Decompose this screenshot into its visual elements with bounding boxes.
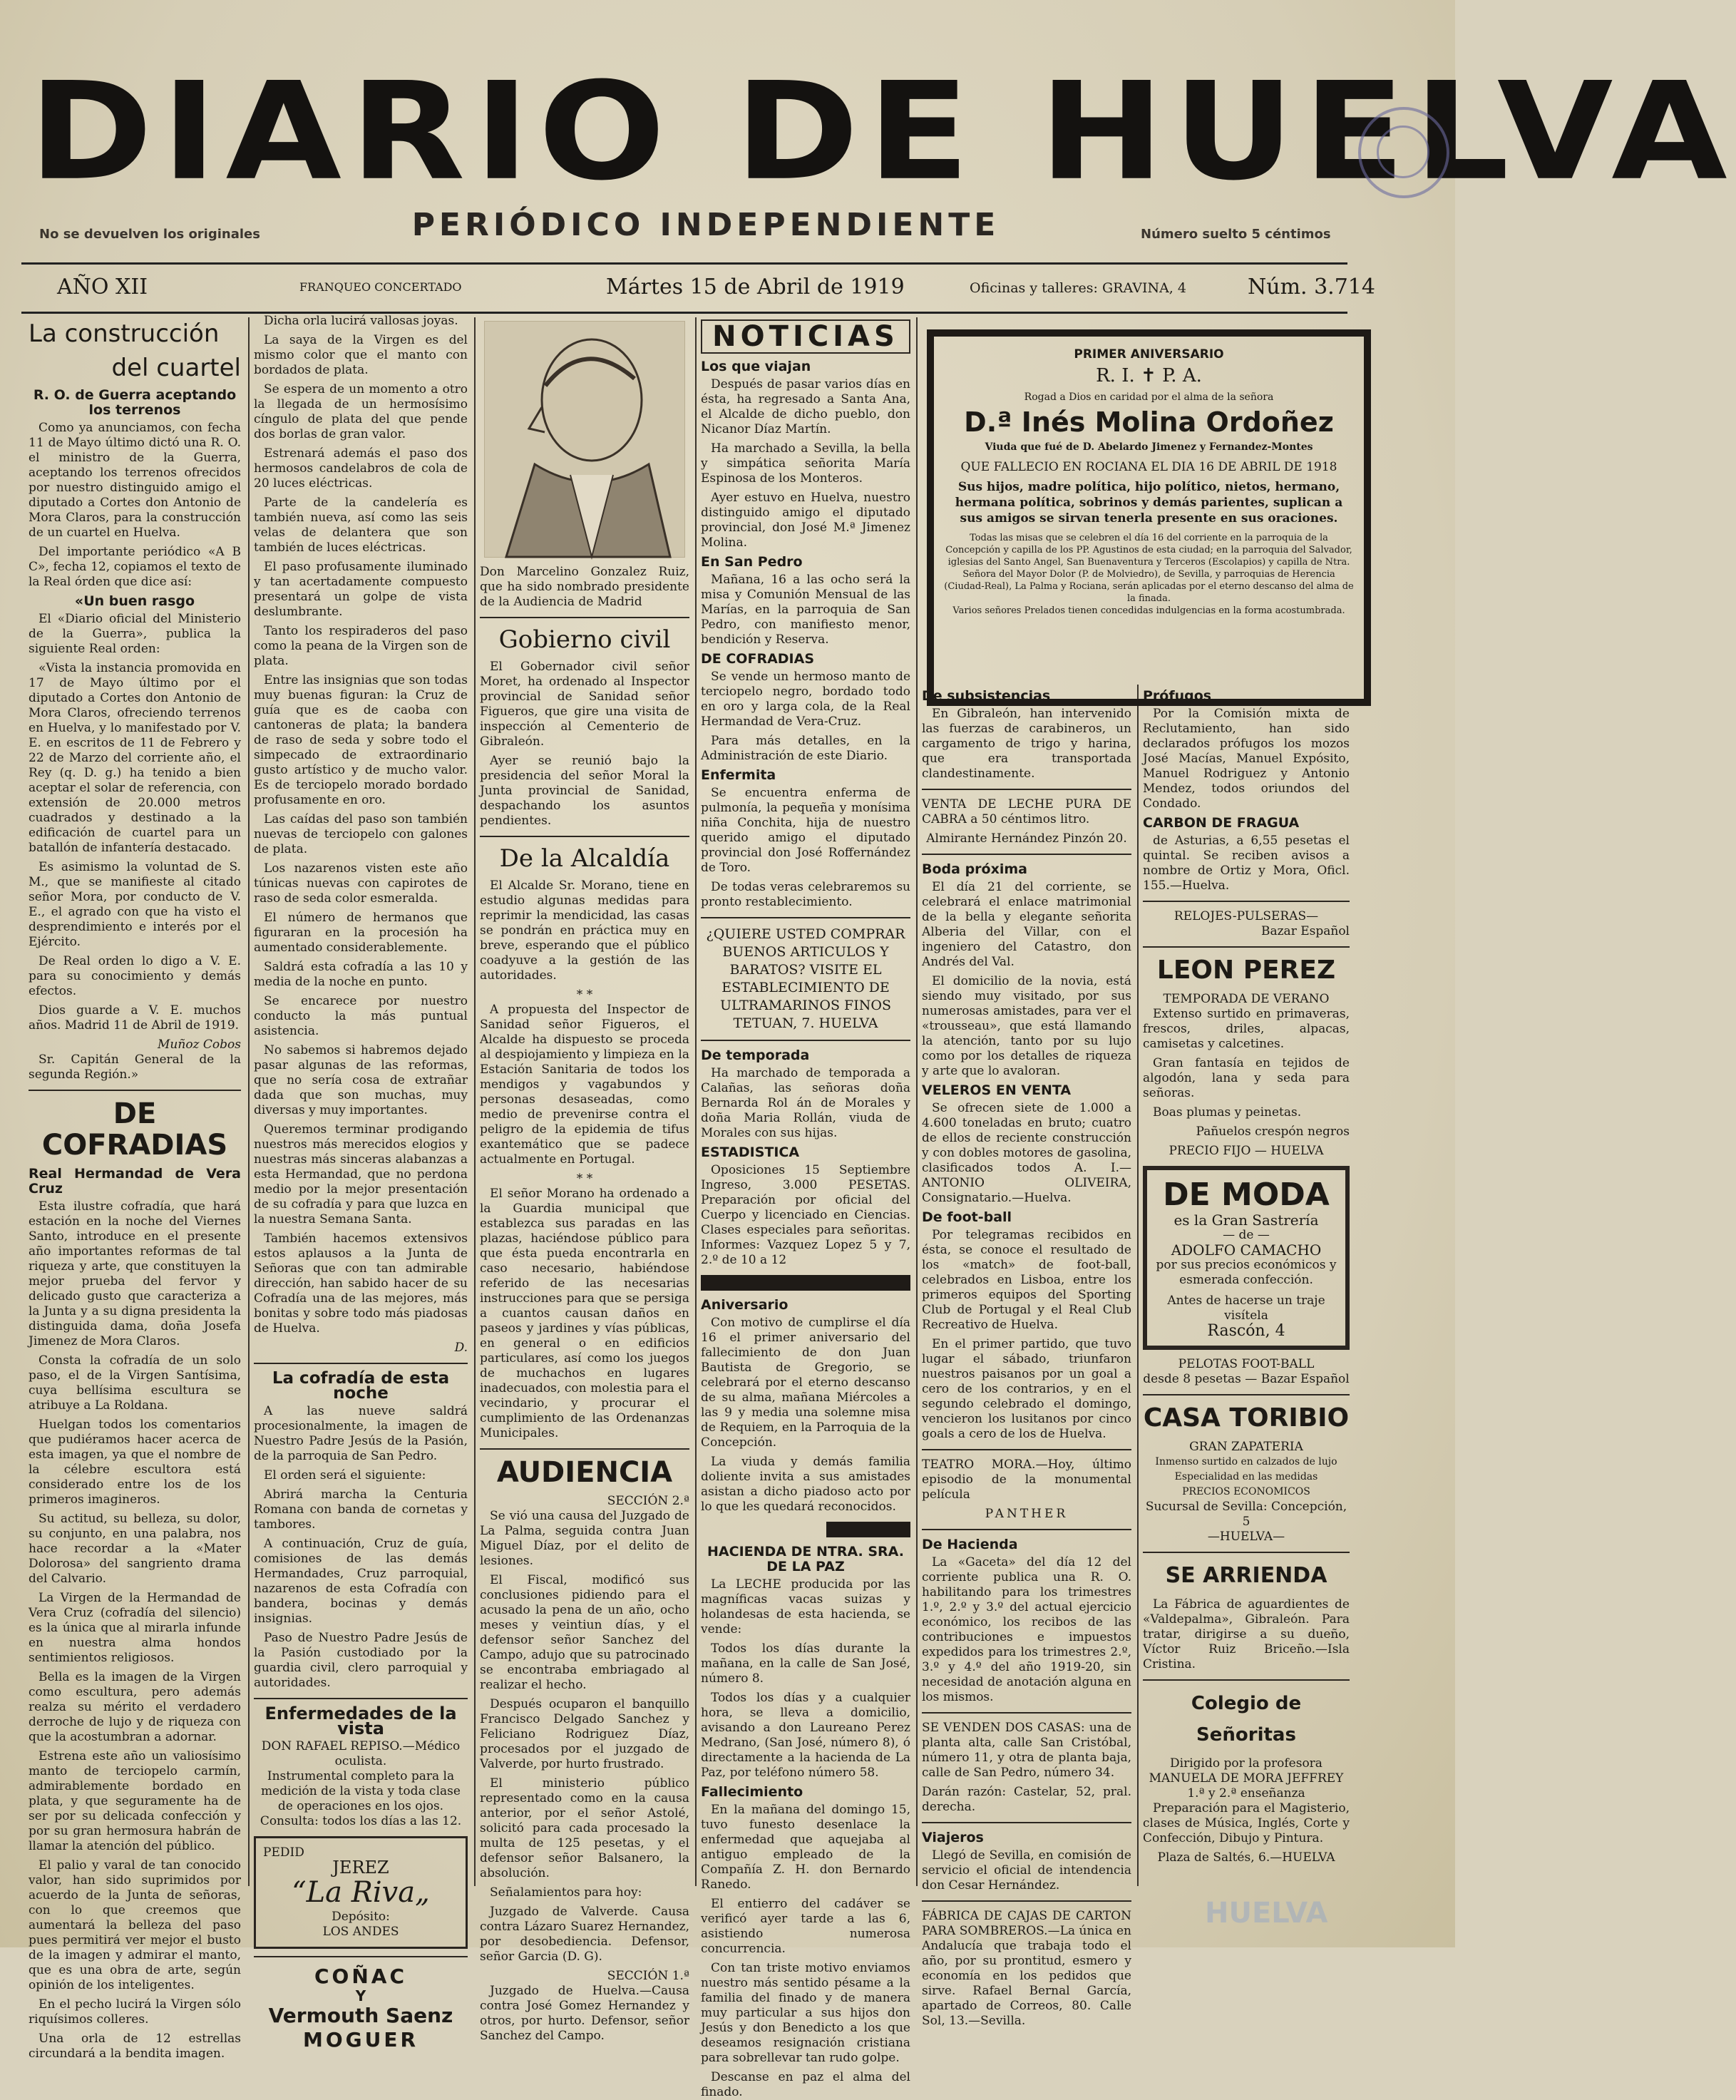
headline-audiencia: AUDIENCIA — [496, 1456, 673, 1489]
obit-top: PRIMER ANIVERSARIO — [1074, 347, 1224, 362]
obituary-box — [927, 329, 1371, 706]
paragraph: A propuesta del Inspector de Sanidad señor Figueros, el Alcalde ha dispuesto se proceda al despiojamiento y limpieza en la Estación Sanitaria de todos los mendigos y vagabundos y personas desaseadas, como medio de prevenirse contra el peligro de la epidemia de tifus exantemático que se padece actualmente en Portugal. — [480, 1003, 689, 1167]
ad-line: Almirante Hernández Pinzón 20. — [926, 831, 1127, 846]
portrait-illustration — [484, 321, 685, 558]
ad-line: JEREZ — [332, 1858, 389, 1878]
subheadline: Real Hermandad de Vera Cruz — [29, 1166, 241, 1197]
subheadline: Viajeros — [922, 1830, 984, 1845]
headline-leon-perez: LEON PEREZ — [1156, 956, 1336, 985]
paragraph: Se ofrecen siete de 1.000 a 4.600 toneladas en bruto; cuatro de ellos de reciente construcción y con dobles motores de gasolina, clasificados todos A. I.—ANTONIO OLIVEIRA, Consignatario.—Huelva. — [922, 1101, 1131, 1205]
masthead — [29, 53, 1736, 210]
divider — [254, 1363, 468, 1364]
paragraph: «Vista la instancia promovida en 17 de Mayo último por el diputado a Cortes don Antonio de Mora Claros, ofreciendo terrenos en Huelva, y lo manifestado por V. E. en escritos de 11 de Febrero y 22 de Marzo del corriente año, el Rey (q. D. g.) ha tenido a bien aceptar el solar de referencia, con extensión de 20.000 metros cuadrados y destinado a la edificación de cuartel para un batallón de infantería destacado. — [29, 661, 241, 855]
paragraph: Se vende un hermoso manto de terciopelo negro, bordado todo en oro y larga cola, de la Real Hermandad de Vera-Cruz. — [701, 670, 910, 729]
divider — [922, 1900, 1131, 1902]
subheadline: De Hacienda — [922, 1537, 1018, 1552]
paragraph: El «Diario oficial del Ministerio de la Guerra», publica la siguiente Real orden: — [29, 612, 241, 656]
column-1 — [29, 314, 241, 2061]
subheadline: «Un buen rasgo — [74, 593, 195, 609]
divider — [480, 836, 689, 837]
paragraph: Pañuelos crespón negros — [1196, 1125, 1350, 1139]
subheadline: CARBON DE FRAGUA — [1143, 815, 1300, 831]
paragraph: El orden será el siguiente: — [264, 1468, 426, 1482]
ad-line: DON RAFAEL REPISO.—Médico oculista. — [261, 1739, 461, 1768]
year-label: AÑO XII — [57, 275, 148, 299]
paragraph: La saya de la Virgen es del mismo color que el manto con bordados de plata. — [254, 333, 468, 377]
paragraph: La Fábrica de aguardientes de «Valdepalma», Gibraleón. Para tratar, dirigirse a su dueño, Víctor Ruiz Briceño.—Isla Cristina. — [1143, 1597, 1350, 1671]
section-stars: * * — [576, 1172, 593, 1186]
divider — [922, 1822, 1131, 1823]
paragraph: Gran fantasía en tejidos de algodón, lana y seda para señoras. — [1143, 1056, 1350, 1100]
column-rule — [1137, 685, 1139, 1886]
headline-casa-toribio: CASA TORIBIO — [1143, 1403, 1350, 1433]
column-rule — [474, 317, 476, 1886]
ad-line: MOGUER — [302, 2028, 419, 2052]
ad-relojes: RELOJES-PULSERAS— — [1173, 909, 1319, 923]
subheadline: De temporada — [701, 1048, 810, 1063]
column-rule — [695, 317, 697, 1886]
left-note: No se devuelven los originales — [39, 227, 260, 242]
subheadline: ESTADISTICA — [701, 1144, 800, 1160]
column-rule — [248, 317, 250, 1886]
ad-line: — de — — [1223, 1228, 1270, 1242]
offices-label: Oficinas y talleres: GRAVINA, 4 — [970, 280, 1186, 296]
ad-saenz — [254, 1965, 468, 2052]
paragraph: Después de pasar varios días en ésta, ha regresado a Santa Ana, el Alcalde de dicho pueblo, don Nicanor Díaz Martín. — [701, 377, 910, 436]
divider — [254, 1956, 468, 1957]
ad-line: Inmenso surtido en calzados de lujo — [1155, 1456, 1337, 1468]
paragraph: Para más detalles, en la Administración de este Diario. — [701, 734, 910, 763]
paragraph: En Gibraleón, han intervenido las fuerzas de carabineros, un cargamento de trigo y harina, que era transportada clandestinamente. — [922, 707, 1131, 781]
paragraph: Juzgado de Huelva.—Causa contra José Gomez Hernandez y otros, por hurto. Defensor, señor Sanchez del Campo. — [480, 1984, 689, 2043]
ad-line: desde 8 pesetas — Bazar Español — [1143, 1372, 1350, 1386]
paragraph: La viuda y demás familia doliente invita a sus amistades asistan a dicho piadoso acto por lo que les quedará reconocidos. — [701, 1455, 910, 1514]
ad-line: LOS ANDES — [322, 1925, 399, 1939]
ad-line: Bazar Español — [1260, 924, 1350, 938]
paragraph: Huelgan todos los comentarios que pudiéramos hacer acerca de esta imagen, ya que el nombre de la célebre escultora está considerado entre los de los primeros imagineros. — [29, 1418, 241, 1507]
black-bar — [826, 1522, 910, 1537]
headline-cuartel-2: del cuartel — [111, 354, 241, 382]
right-note: Número suelto 5 céntimos — [1141, 227, 1331, 242]
column-rule — [916, 317, 918, 1886]
paragraph: Ayer se reunió bajo la presidencia del señor Moral la Junta provincial de Sanidad, despachando los asuntos pendientes. — [480, 754, 689, 828]
paragraph: Preparación para el Magisterio, clases de Música, Inglés, Corte y Confección, Dibujo y Pintura. — [1143, 1801, 1350, 1845]
paragraph: El Alcalde Sr. Morano, tiene en estudio algunas medidas para reprimir la mendicidad, las casas se pondrán en práctica muy en breve, esperando que el público coadyuve a la gestión de las autoridades. — [480, 879, 689, 983]
headline-alcaldia: De la Alcaldía — [499, 844, 670, 873]
paragraph: Estrenará además el paso dos hermosos candelabros de cola de 20 luces eléctricas. — [254, 446, 468, 491]
ad-line: PEDID — [263, 1845, 304, 1860]
ad-line: COÑAC — [314, 1965, 407, 1988]
ad-pelotas: PELOTAS FOOT-BALL — [1178, 1357, 1315, 1371]
newspaper-title: DIARIO DE HUELVA — [29, 53, 1736, 210]
ad-line: GRAN ZAPATERIA — [1189, 1440, 1303, 1454]
divider — [922, 854, 1131, 855]
divider — [254, 1698, 468, 1699]
subheadline: Los que viajan — [701, 359, 811, 374]
paragraph: Todos los días durante la mañana, en la calle de San José, número 8. — [701, 1641, 910, 1686]
paragraph: Ayer estuvo en Huelva, nuestro distinguido amigo el diputado provincial, don José M.ª Jimenez Molina. — [701, 491, 910, 550]
obit-masses: Todas las misas que se celebren el día 16 del corriente en la parroquia de la Concepción y capilla de los PP. Agustinos de esta ciudad; en la parroquia del Salvador, iglesias del Santo Angel, San Buenaventura y Terceros (Escolapios) y capilla de Ntra. Señora del Mayor Dolor (P. de Molviedro), de Sevilla, y parroquias de Herencia (Ciudad-Real), La Palma y Rociana, serán aplicadas por el eterno descanso del alma de la finada. — [944, 533, 1354, 604]
paragraph: Como ya anunciamos, con fecha 11 de Mayo último dictó una R. O. el ministro de la Guerra, aceptando los terrenos ofrecidos por nuestro distinguido amigo el diputado a Cortes don Antonio de Mora Claros, para la construcción de un cuartel en Huelva. — [29, 421, 241, 540]
divider — [701, 1040, 910, 1041]
divider — [1143, 1679, 1350, 1681]
divider — [1143, 1552, 1350, 1553]
watermark: HUELVA — [1205, 1897, 1328, 1930]
paragraph: En el primer partido, que tuvo lugar el sábado, triunfaron nuestros paisanos por un goal a cero de los contrarios, y en el segundo celebrado el domingo, vencieron los lusitanos por cinco goals a cero de los de Huelva. — [922, 1337, 1131, 1441]
paragraph: Parte de la candelería es también nueva, así como las seis velas de delantera que son también de luces eléctricas. — [254, 496, 468, 555]
paragraph: El domicilio de la novia, está siendo muy visitado, por sus numerosas amistades, para ver el «trousseau», que está llamando la atención, tanto por su lujo como por los detalles de riqueza y arte que lo avaloran. — [922, 974, 1131, 1078]
paragraph: Tanto los respiraderos del paso como la peana de la Virgen son de plata. — [254, 624, 468, 668]
signature: D. — [454, 1341, 468, 1355]
subheadline: En San Pedro — [701, 554, 803, 570]
paragraph: La «Gaceta» del día 12 del corriente publica una R. O. habilitando para los trimestres 1.º, 2.º y 3.º del actual ejercicio económico, los recibos de las contribuciones e impuestos expedidos para los trimestres 2.º, 3.º y 4.º del año 1919-20, sin necesidad de anotación alguna en los mismos. — [922, 1555, 1131, 1704]
obit-rip: R. I. ✝ P. A. — [1096, 365, 1202, 386]
ad-oculista — [254, 1706, 468, 1829]
paragraph: Consta la cofradía de un solo paso, el de la Virgen Santísima, cuya bellísima escultura se atribuye a La Roldana. — [29, 1353, 241, 1413]
paragraph: Se espera de un momento a otro la llegada de un hermosísimo cíngulo de plata del que pende dos borlas de gran valor. — [254, 382, 468, 441]
column-6 — [1143, 685, 1350, 1875]
ad-line: Vermouth Saenz — [268, 2004, 453, 2027]
paragraph: Dicha orla lucirá vallosas joyas. — [264, 314, 458, 328]
section-stars: * * — [576, 988, 593, 1002]
ad-line: Consulta: todos los días a las 12. — [260, 1814, 462, 1828]
column-5 — [922, 685, 1131, 2028]
divider — [922, 1529, 1131, 1530]
divider — [1143, 1394, 1350, 1395]
paragraph: El paso profusamente iluminado y tan acertadamente compuesto presentará un golpe de vista deslumbrante. — [254, 560, 468, 619]
paragraph: Entre las insignias que son todas muy buenas figuran: la Cruz de guía que es de caoba con cantoneras de plata; la bandera de raso de seda y sobre todo el simpecado de extraordinario gusto artístico y de mucho valor. Es de terciopelo morado bordado profusamente en oro. — [254, 673, 468, 807]
paragraph: Por telegramas recibidos en ésta, se conoce el resultado de los «match» de foot-ball, celebrados en Lisboa, entre los primeros equipos del Sporting Club de Portugal y el Real Club Recreativo de Huelva. — [922, 1228, 1131, 1332]
divider — [1143, 901, 1350, 902]
paragraph: El número de hermanos que figuraran en la procesión ha aumentado considerablemente. — [254, 911, 468, 955]
obit-indulgences: Varios señores Prelados tienen concedidas indulgencias en la forma acostumbrada. — [952, 605, 1345, 616]
newspaper-subtitle: PERIÓDICO INDEPENDIENTE — [411, 207, 1000, 243]
ad-line: TEMPORADA DE VERANO — [1163, 992, 1330, 1006]
paragraph: de Asturias, a 6,55 pesetas el quintal. Se reciben avisos a nombre de Ortiz y Mora, Oficl. 155.—Huelva. — [1143, 834, 1350, 893]
obit-family: Sus hijos, madre política, hijo político, nietos, hermano, hermana política, sobrinos y demás parientes, suplican a sus amigos se sirvan tenerla presente en sus oraciones. — [955, 480, 1343, 526]
ad-ultramarinos: ¿QUIERE USTED COMPRAR BUENOS ARTICULOS Y BARATOS? VISITE EL ESTABLECIMIENTO DE ULTRAMARINOS FINOS TETUAN, 7. HUELVA — [706, 926, 905, 1031]
ad-line: Dirigido por la profesora — [1170, 1756, 1322, 1771]
ad-line: Plaza de Saltés, 6.—HUELVA — [1157, 1850, 1335, 1865]
paragraph: Ha marchado a Sevilla, la bella y simpática señorita María Espinosa de los Monteros. — [701, 441, 910, 486]
ad-line: PRECIO FIJO — HUELVA — [1169, 1144, 1324, 1158]
ad-line: —HUELVA— — [1207, 1530, 1285, 1544]
subheadline: R. O. de Guerra aceptando los terrenos — [33, 387, 237, 418]
paragraph: Llegó de Sevilla, en comisión de servicio el oficial de intendencia don Cesar Hernández. — [922, 1848, 1131, 1892]
paragraph: El palio y varal de tan conocido valor, han sido suprimidos por acuerdo de la Junta de señoras, con lo que creemos que aumentará la belleza del paso pues permitirá ver mejor el busto de la imagen y admirar el manto, que es una obra de arte, según opinión de los inteligentes. — [29, 1858, 241, 1992]
paragraph: Se encarece por nuestro conducto la más puntual asistencia. — [254, 994, 468, 1038]
paragraph: Es asimismo la voluntad de S. M., que se manifieste al citado señor Mora, por conducto de V. E., el agrado con que ha visto el desprendimiento e interés por el Ejército. — [29, 860, 241, 949]
paragraph: Después ocuparon el banquillo Francisco Delgado Sanchez y Feliciano Rodriguez Díaz, procesados por el juzgado de Valverde, por hurto frustrado. — [480, 1697, 689, 1771]
paragraph: A las nueve saldrá procesionalmente, la imagen de Nuestro Padre Jesús de la Pasión, de la parroquia de San Pedro. — [254, 1404, 468, 1463]
paragraph: Los nazarenos visten este año túnicas nuevas con capirotes de raso de seda color esmeralda. — [254, 861, 468, 906]
paragraph: De todas veras celebraremos su pronto restablecimiento. — [701, 880, 910, 909]
dateline — [21, 262, 1375, 314]
subheadline: Boda próxima — [922, 861, 1027, 877]
obit-widow: Viuda que fué de D. Abelardo Jimenez y Fernandez-Montes — [985, 441, 1313, 453]
ad-title: DE MODA — [1163, 1177, 1330, 1213]
ad-line: por sus precios económicos y esmerada confección. — [1156, 1258, 1337, 1287]
ad-la-riva — [254, 1836, 468, 1949]
paragraph: Queremos terminar prodigando nuestros más merecidos elogios y nuestras más sinceras alabanzas a esta Hermandad, que no perdona medio por la mejor presentación de su cofradía y para que luzca en la nuestra Semana Santa. — [254, 1122, 468, 1226]
library-stamp — [1358, 107, 1449, 198]
column-4 — [701, 314, 910, 2099]
divider — [922, 1712, 1131, 1714]
paragraph: Estrena este año un valiosísimo manto de terciopelo carmín, admirablemente bordado en plata, y que seguramente ha de ser por su delicada confección y por su gran hermosura habrán de llamar la atención del público. — [29, 1749, 241, 1853]
subheadline: Aniversario — [701, 1297, 789, 1313]
divider — [922, 1449, 1131, 1450]
paragraph: La LECHE producida por las magníficas vacas suizas y holandesas de esta hacienda, se vende: — [701, 1577, 910, 1637]
section-label: SECCIÓN 1.ª — [607, 1969, 689, 1983]
postage-label: FRANQUEO CONCERTADO — [299, 280, 462, 294]
paragraph: Abrirá marcha la Centuria Romana con banda de cornetas y tambores. — [254, 1487, 468, 1532]
paragraph: De Real orden lo digo a V. E. para su conocimiento y demás efectos. — [29, 954, 241, 998]
subheadline: Prófugos — [1143, 688, 1212, 704]
paragraph: El ministerio público representado como en la causa anterior, por el señor Astolé, solicitó para cada procesado la multa de 125 pesetas, y el defensor señor Balsanero, la absolución. — [480, 1776, 689, 1880]
obit-name: D.ª Inés Molina Ordoñez — [964, 406, 1334, 438]
ad-line: Depósito: — [332, 1910, 390, 1924]
paragraph: Saldrá esta cofradía a las 10 y media de la noche en punto. — [254, 960, 468, 989]
headline-se-arrienda: SE ARRIENDA — [1165, 1563, 1327, 1588]
ad-line: Rascón, 4 — [1207, 1322, 1285, 1340]
paragraph: Oposiciones 15 Septiembre Ingreso, 3.000 PESETAS. Preparación por oficial del Cuerpo y licenciado en Ciencias. Clases especiales para señoritas. Informes: Vazquez Lopez 5 y 7, 2.º de 10 a 12 — [701, 1163, 910, 1267]
subheadline: De subsistencias — [922, 688, 1051, 704]
paragraph: Paso de Nuestro Padre Jesús de la Pasión custodiado por la guardia civil, clero parroquial y autoridades. — [254, 1631, 468, 1690]
ad-line: Darán razón: Castelar, 52, pral. derecha. — [922, 1785, 1131, 1814]
subheadline: HACIENDA DE NTRA. SRA. DE LA PAZ — [707, 1544, 904, 1574]
column-3 — [480, 314, 689, 2043]
issue-date: Mártes 15 de Abril de 1919 — [606, 275, 905, 299]
ad-brand: “La Riva„ — [292, 1876, 430, 1909]
divider — [29, 1090, 241, 1091]
divider — [922, 789, 1131, 790]
paragraph: No sabemos si habremos dejado pasar algunas de las reformas, que no sería cosa de extrañar dada que son muchas, muy diversas y muy importantes. — [254, 1043, 468, 1117]
ad-line: ADOLFO CAMACHO — [1171, 1241, 1322, 1259]
paragraph: En la mañana del domingo 15, tuvo funesto desenlace la enfermedad que aquejaba al antiguo empleado de la Compañía Z. H. don Bernardo Ranedo. — [701, 1803, 910, 1892]
ad-title: Enfermedades de la vista — [264, 1704, 457, 1738]
headline-cofradia-noche: La cofradía de esta noche — [272, 1369, 450, 1403]
section-label: SECCIÓN 2.ª — [607, 1494, 689, 1508]
ad-line: Instrumental completo para la medición de la vista y toda clase de operaciones en los ojos. — [261, 1769, 461, 1813]
headline-cofradias: DE COFRADIAS — [41, 1097, 228, 1162]
paragraph: Esta ilustre cofradía, que hará estación en la noche del Viernes Santo, introduce en el presente año importantes reformas de tal riqueza y arte, que constituyen la mejor prueba del fervor y delicado gusto que caracteriza a la Junta y a su digna presidenta la distinguida dama, doña Josefa Jimenez de Mora Claros. — [29, 1199, 241, 1348]
subheadline: De foot-ball — [922, 1209, 1012, 1225]
paragraph: A continuación, Cruz de guía, comisiones de las demás Hermandades, Cruz parroquial, nazarenos de esta Cofradía con bandera, bocinas y demás insignias. — [254, 1537, 468, 1626]
ad-casas: SE VENDEN DOS CASAS: una de planta alta, calle San Cristóbal, número 11, y otra de planta baja, calle de San Pedro, número 34. — [922, 1721, 1131, 1780]
paragraph: El Fiscal, modificó sus conclusiones pidiendo para el acusado la pena de un año, ocho meses y veintiun días, y el defensor señor Sanchez del Campo, adujo que su patrocinado se encontraba embriagado al realizar el hecho. — [480, 1573, 689, 1692]
paragraph: Dios guarde a V. E. muchos años. Madrid 11 de Abril de 1919. — [29, 1003, 241, 1033]
portrait-drawing — [485, 322, 684, 557]
ad-cajas: FÁBRICA DE CAJAS DE CARTON PARA SOMBREROS.—La única en Andalucía que trabaja todo el año, por su prontitud, esmero y economía en los pedidos que sirve. Rafael Bernal García, apartado de Correos, 80. Calle Sol, 13.—Sevilla. — [922, 1909, 1131, 2028]
subheadline: DE COFRADIAS — [701, 651, 815, 667]
subheadline: Fallecimiento — [701, 1784, 803, 1800]
paragraph: Juzgado de Valverde. Causa contra Lázaro Suarez Hernandez, por desobediencia. Defensor, señor Garcia (D. G). — [480, 1905, 689, 1964]
black-bar — [701, 1275, 910, 1291]
divider — [701, 917, 910, 918]
ad-teatro: TEATRO MORA.—Hoy, último episodio de la monumental película — [922, 1458, 1131, 1502]
paragraph: Señalamientos para hoy: — [490, 1885, 642, 1900]
signature: Muñoz Cobos — [158, 1038, 241, 1052]
divider — [1143, 946, 1350, 948]
subheadline: VELEROS EN VENTA — [922, 1082, 1072, 1098]
paragraph: En el pecho lucirá la Virgen sólo riquísimos colleres. — [29, 1997, 241, 2027]
ad-line: es la Gran Sastrería — [1173, 1212, 1319, 1229]
paragraph: Con motivo de cumplirse el día 16 el primer aniversario del fallecimiento de don Juan Bautista de Gregorio, se celebrará por el eterno descanso de su alma, mañana Miércoles a las 9 y media una solemne misa de Requiem, en la Parroquia de la Concepción. — [701, 1316, 910, 1450]
headline-noticias: NOTICIAS — [701, 319, 910, 354]
ad-line: 1.ª y 2.ª enseñanza — [1187, 1786, 1305, 1801]
paragraph: Con tan triste motivo enviamos nuestro más sentido pésame a la familia del finado y de manera muy particular a sus hijos don Jesús y don Benedicto a los que deseamos resignación cristiana para sobrellevar tan rudo golpe. — [701, 1961, 910, 2065]
paragraph: Extenso surtido en primaveras, frescos, driles, alpacas, camisetas y calcetines. — [1143, 1007, 1350, 1051]
paragraph: Por la Comisión mixta de Reclutamiento, han sido declarados prófugos los mozos José Macías, Manuel Expósito, Manuel Rodriguez y Antonio Mendez, todos oriundos del Condado. — [1143, 707, 1350, 811]
paragraph: El señor Morano ha ordenado a la Guardia municipal que establezca sus paradas en las plazas, haciéndose público para que ésta pueda encontrarla en caso necesario, habiéndose referido de las necesarias instrucciones para que se persiga a cuantos causan daños en paseos y jardines y vías públicas, en general o en edificios particulares, así como los juegos de muchachos en lugares inadecuados, con molestia para el vecindario, y procurar el cumplimiento de las Ordenanzas Municipales. — [480, 1187, 689, 1440]
paragraph: Su actitud, su belleza, su dolor, su conjunto, en una palabra, nos hace recordar a la «Mater Dolorosa» del sangriento drama del Calvario. — [29, 1512, 241, 1586]
obit-pray: Rogad a Dios en caridad por el alma de la señora — [1024, 391, 1274, 403]
paragraph: Boas plumas y peinetas. — [1153, 1105, 1302, 1120]
divider — [480, 617, 689, 618]
paragraph: El entierro del cadáver se verificó ayer tarde a las 6, asistiendo numerosa concurrencia. — [701, 1897, 910, 1956]
paragraph: Del importante periódico «A B C», fecha 12, copiamos el texto de la Real órden que dice así: — [29, 545, 241, 589]
ad-line: Y — [355, 1987, 366, 2004]
paragraph: Mañana, 16 a las ocho será la misa y Comunión Mensual de las Marías, en la parroquia de San Pedro, con manifiesto menor, bendición y Reserva. — [701, 573, 910, 647]
paragraph: Ha marchado de temporada a Calañas, las señoras doña Bernarda Rol án de Morales y doña Maria Rollán, viuda de Morales con sus hijas. — [701, 1066, 910, 1140]
paragraph: Todos los días y a cualquier hora, se lleva a domicilio, avisando a don Laureano Perez Medrano, (San José, número 8), ó directamente a la hacienda de La Paz, por teléfono número 58. — [701, 1691, 910, 1780]
paragraph: Una orla de 12 estrellas circundará a la bendita imagen. — [29, 2032, 241, 2061]
paragraph: Sr. Capitán General de la segunda Región.» — [29, 1052, 241, 1082]
paragraph: También hacemos extensivos estos aplausos a la Junta de Señoras que con tan admirable dirección, han sabido hacer de su Cofradía una de las mejores, más bonitas y sobre todo más piadosas de Huelva. — [254, 1231, 468, 1336]
headline-colegio: Colegio de Señoritas — [1191, 1693, 1302, 1746]
obit-died: QUE FALLECIO EN ROCIANA EL DIA 16 DE ABRIL DE 1918 — [960, 460, 1337, 474]
paragraph: La Virgen de la Hermandad de Vera Cruz (cofradía del silencio) es la única que al mirarla infunde en nuestra alma hondos sentimientos religiosos. — [29, 1591, 241, 1665]
headline-gobierno: Gobierno civil — [498, 625, 671, 654]
ad-line: Antes de hacerse un traje visítela — [1167, 1294, 1325, 1323]
ad-line: PANTHER — [985, 1507, 1069, 1521]
paragraph: El día 21 del corriente, se celebrará el enlace matrimonial de la bella y elegante señorita Alberia del Villar, con el ingeniero del Catastro, don Andrés del Val. — [922, 880, 1131, 969]
issue-number: Núm. 3.714 — [1248, 275, 1375, 299]
ad-line: Sucursal de Sevilla: Concepción, 5 — [1145, 1500, 1347, 1529]
paragraph: Bella es la imagen de la Virgen como escultura, pero además realza su mérito el verdadero derroche de lujo y de riqueza con que la acostumbran a adornar. — [29, 1670, 241, 1744]
paragraph: Las caídas del paso son también nuevas de terciopelo con galones de plata. — [254, 812, 468, 856]
ad-de-moda — [1143, 1166, 1350, 1350]
ad-line: Especialidad en las medidas — [1174, 1471, 1318, 1482]
paragraph: Descanse en paz el alma del finado. — [701, 2070, 910, 2099]
paragraph: Se encuentra enferma de pulmonía, la pequeña y monísima niña Conchita, hija de nuestro querido amigo el diputado provincial don José Roffernández de Toro. — [701, 786, 910, 875]
headline-cuartel-1: La construcción — [29, 319, 220, 348]
column-2 — [254, 314, 468, 2052]
portrait-caption: Don Marcelino Gonzalez Ruiz, que ha sido nombrado presidente de la Audiencia de Madrid — [480, 565, 689, 609]
divider — [480, 1448, 689, 1450]
paragraph: El Gobernador civil señor Moret, ha ordenado al Inspector provincial de Sanidad señor Figueros, que gire una visita de inspección al Cementerio de Gibraleón. — [480, 660, 689, 749]
paragraph: Se vió una causa del Juzgado de La Palma, seguida contra Juan Miguel Díaz, por el delito de lesiones. — [480, 1509, 689, 1568]
ad-line: PRECIOS ECONOMICOS — [1182, 1486, 1310, 1497]
subheadline: Enfermita — [701, 767, 776, 783]
ad-leche: VENTA DE LECHE PURA DE CABRA a 50 céntimos litro. — [922, 797, 1131, 826]
ad-line: MANUELA DE MORA JEFFREY — [1149, 1771, 1344, 1786]
